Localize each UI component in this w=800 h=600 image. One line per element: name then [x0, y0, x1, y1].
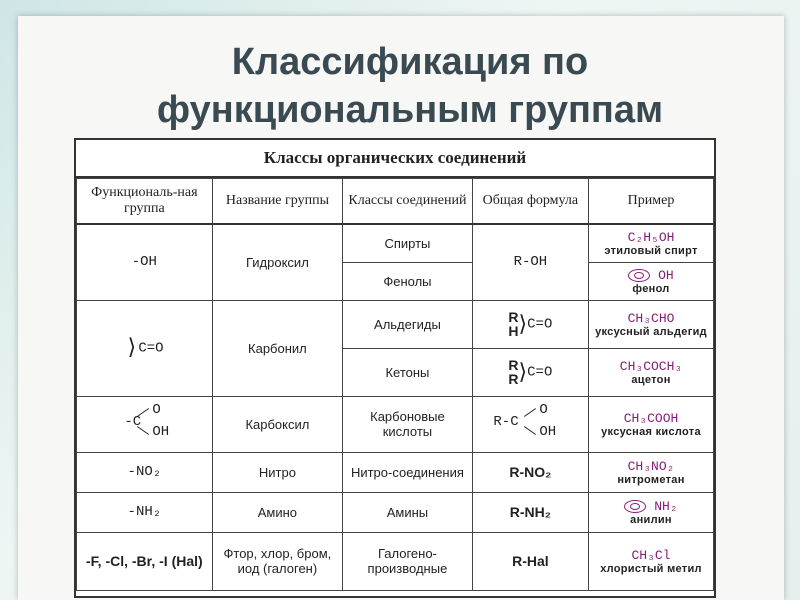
cell-example — [589, 348, 714, 396]
title-line-2: функциональным группам — [156, 89, 664, 131]
example-formula: OH — [658, 267, 674, 283]
cell-formula — [472, 300, 588, 348]
table-caption: Классы органических соединений — [76, 140, 714, 178]
bond-bracket-icon: ⟩ — [518, 311, 528, 336]
cell-example — [589, 532, 714, 590]
example-name: фенол — [632, 282, 670, 295]
example-formula: CH₃NO₂ — [627, 458, 675, 474]
group-text: C=O — [138, 340, 164, 357]
cell-class: Альдегиды — [343, 300, 473, 348]
table-row — [77, 452, 714, 492]
cell-name: Фтор, хлор, бром, иод (галоген) — [212, 532, 342, 590]
cell-class: Карбоновые кислоты — [343, 396, 473, 452]
cell-example — [589, 224, 714, 262]
bond-bracket-icon: ⟩ — [125, 336, 139, 361]
carboxyl-formula-structure: R-C O OH — [493, 401, 557, 440]
classes-table — [74, 138, 716, 598]
table-row — [77, 492, 714, 532]
cell-group: -F, -Cl, -Br, -I (Hal) — [77, 532, 213, 590]
cell-name: Гидроксил — [212, 224, 342, 300]
example-formula: CH₃COOH — [623, 410, 679, 426]
cell-class: Спирты — [343, 224, 473, 262]
header-name: Название группы — [212, 179, 342, 225]
data-table — [76, 178, 714, 591]
example-formula: CH₃CHO — [627, 310, 675, 326]
cell-group — [77, 300, 213, 396]
example-formula: NH₂ — [654, 498, 678, 514]
formula-substituents: R R — [508, 357, 519, 387]
example-name: уксусная кислота — [601, 425, 701, 438]
example-formula: CH₃Cl — [631, 547, 671, 563]
cell-example — [589, 452, 714, 492]
cell-formula — [472, 396, 588, 452]
cell-name: Карбоксил — [212, 396, 342, 452]
cell-group — [77, 396, 213, 452]
cell-class: Амины — [343, 492, 473, 532]
cell-group: -NH₂ — [77, 492, 213, 532]
formula-tail: C=O — [527, 316, 553, 333]
example-formula-wrap — [591, 499, 711, 514]
benzene-ring-icon — [628, 269, 650, 282]
carboxyl-structure: -C O OH — [124, 401, 170, 440]
cell-name: Нитро — [212, 452, 342, 492]
example-name: нитрометан — [617, 473, 685, 486]
cell-example — [589, 300, 714, 348]
header-row — [77, 179, 714, 225]
header-formula: Общая формула — [472, 179, 588, 225]
formula-substituents: R H — [508, 309, 519, 339]
example-formula-wrap — [591, 268, 711, 283]
header-classes: Классы соединений — [343, 179, 473, 225]
cell-formula: R-Hal — [472, 532, 588, 590]
header-example: Пример — [589, 179, 714, 225]
table-row — [77, 224, 714, 262]
header-group: Функциональ-ная группа — [77, 179, 213, 225]
example-name: ацетон — [631, 373, 671, 386]
table-row — [77, 532, 714, 590]
benzene-ring-icon — [624, 500, 646, 513]
example-name: уксусный альдегид — [595, 325, 707, 338]
cell-group: -OH — [77, 224, 213, 300]
cell-example — [589, 492, 714, 532]
cell-class: Галогено-производные — [343, 532, 473, 590]
title-line-1: Классификация по — [231, 41, 589, 83]
example-formula: CH₃COCH₃ — [619, 358, 683, 374]
slide-title — [60, 38, 760, 134]
cell-class: Нитро-соединения — [343, 452, 473, 492]
cell-group: -NO₂ — [77, 452, 213, 492]
table-row — [77, 300, 714, 348]
cell-formula: R-OH — [472, 224, 588, 300]
cell-name: Карбонил — [212, 300, 342, 396]
cell-formula — [472, 348, 588, 396]
example-name: анилин — [630, 513, 672, 526]
cell-example — [589, 262, 714, 300]
cell-class: Кетоны — [343, 348, 473, 396]
example-formula: C₂H₅OH — [627, 229, 675, 245]
cell-name: Амино — [212, 492, 342, 532]
example-name: этиловый спирт — [604, 244, 698, 257]
cell-class: Фенолы — [343, 262, 473, 300]
table-row — [77, 396, 714, 452]
cell-formula: R-NH₂ — [472, 492, 588, 532]
cell-formula: R-NO₂ — [472, 452, 588, 492]
cell-example — [589, 396, 714, 452]
example-name: хлористый метил — [600, 562, 702, 575]
bond-bracket-icon: ⟩ — [518, 359, 528, 384]
formula-tail: C=O — [527, 364, 553, 381]
